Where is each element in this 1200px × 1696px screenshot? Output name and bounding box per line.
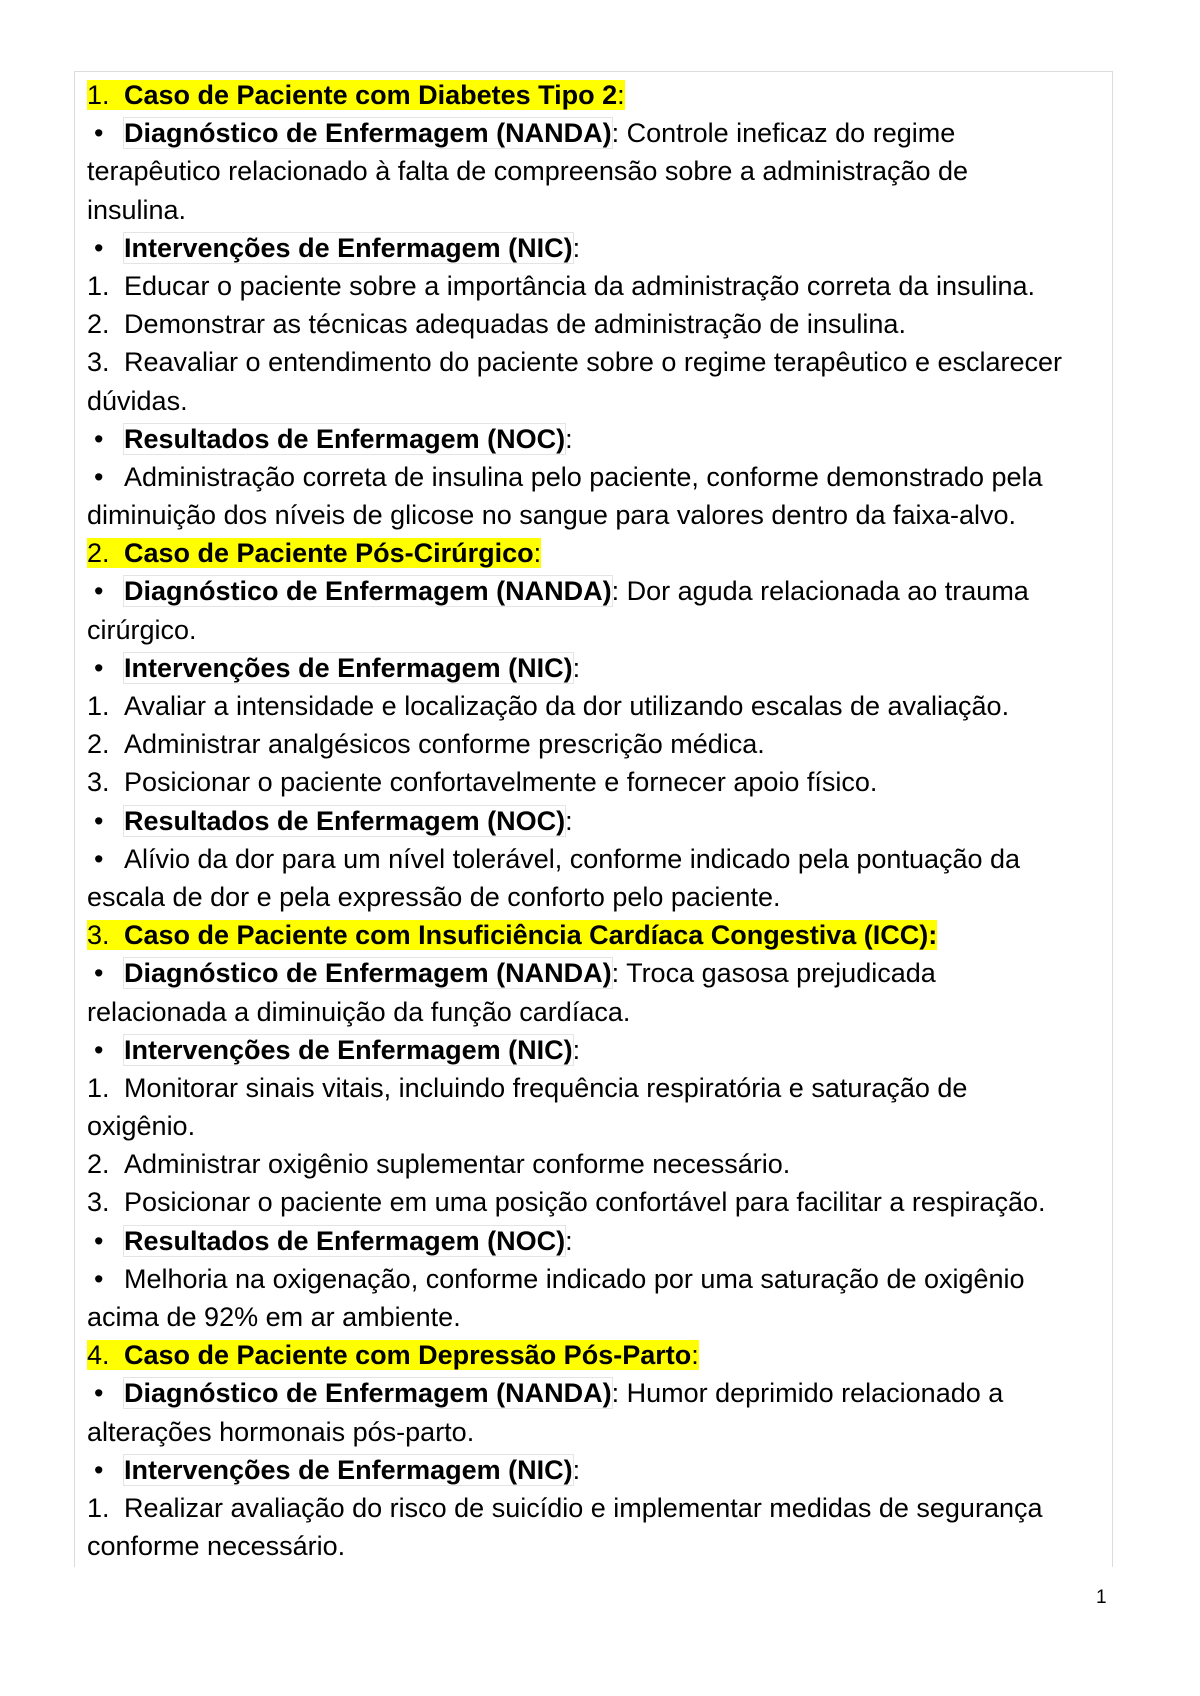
continuation-text: oxigênio.	[87, 1111, 196, 1142]
continuation-text: dúvidas.	[87, 385, 188, 416]
bullet-marker: •	[94, 652, 104, 683]
bullet-marker: •	[94, 576, 104, 607]
nic-heading	[87, 649, 1107, 687]
outcome-text: Alívio da dor para um nível tolerável, conforme indicado pela pontuação da	[124, 843, 1021, 874]
bullet-marker: •	[94, 461, 104, 492]
case-heading-highlight	[87, 1340, 699, 1370]
continuation-line	[87, 1298, 1107, 1336]
nic-heading	[87, 229, 1107, 267]
continuation-line	[87, 496, 1107, 534]
nic-heading	[87, 1451, 1107, 1489]
intervention-text: Posicionar o paciente em uma posição confortável para facilitar a respiração.	[124, 1187, 1046, 1218]
case-title: Caso de Paciente com Insuficiência Cardíaca Congestiva (ICC):	[124, 920, 938, 951]
intervention-text: Monitorar sinais vitais, incluindo frequência respiratória e saturação de	[124, 1072, 968, 1103]
continuation-text: escala de dor e pela expressão de conforto pelo paciente.	[87, 881, 781, 912]
nanda-line	[87, 572, 1107, 610]
section-text: :	[572, 1454, 581, 1485]
bullet-marker: •	[94, 1034, 104, 1065]
intervention-text: Reavaliar o entendimento do paciente sobre o regime terapêutico e esclarecer	[124, 347, 1063, 378]
continuation-line	[87, 1527, 1107, 1565]
intervention-text: Administrar analgésicos conforme prescrição médica.	[124, 729, 765, 760]
case-number: 4.	[87, 1340, 110, 1371]
case-heading	[87, 916, 1107, 954]
bullet-marker: •	[94, 805, 104, 836]
list-number: 1.	[87, 1072, 110, 1103]
case-heading	[87, 1336, 1107, 1374]
case-number: 1.	[87, 80, 110, 110]
intervention-text: Educar o paciente sobre a importância da administração correta da insulina.	[124, 270, 1036, 301]
intervention-item	[87, 725, 1107, 763]
outcome-item	[87, 840, 1107, 878]
section-label: Intervenções de Enfermagem (NIC)	[124, 652, 573, 683]
continuation-line	[87, 191, 1107, 229]
intervention-item	[87, 1069, 1107, 1107]
noc-heading	[87, 802, 1107, 840]
case-title-colon: :	[617, 80, 625, 110]
noc-heading	[87, 1222, 1107, 1260]
bullet-marker: •	[94, 118, 104, 149]
section-label: Intervenções de Enfermagem (NIC)	[124, 1034, 573, 1065]
continuation-line	[87, 611, 1107, 649]
case-number: 3.	[87, 920, 110, 951]
intervention-item	[87, 687, 1107, 725]
list-number: 2.	[87, 729, 110, 760]
case-number: 2.	[87, 538, 110, 569]
section-text: : Humor deprimido relacionado a	[611, 1378, 1004, 1409]
case-heading-highlight	[87, 80, 625, 110]
nanda-line	[87, 954, 1107, 992]
intervention-item	[87, 305, 1107, 343]
outcome-text: Melhoria na oxigenação, conforme indicado por uma saturação de oxigênio	[124, 1263, 1025, 1294]
case-title-colon: :	[533, 538, 542, 569]
continuation-line	[87, 1107, 1107, 1145]
intervention-text: Posicionar o paciente confortavelmente e fornecer apoio físico.	[124, 767, 878, 798]
continuation-text: relacionada a diminuição da função cardíaca.	[87, 996, 631, 1027]
section-text: :	[572, 232, 581, 263]
section-label: Intervenções de Enfermagem (NIC)	[124, 232, 573, 263]
noc-heading	[87, 420, 1107, 458]
section-text: : Troca gasosa prejudicada	[611, 958, 936, 989]
section-text: :	[572, 652, 581, 683]
page-number: 1	[1096, 1587, 1107, 1608]
section-text: :	[572, 1034, 581, 1065]
case-title-colon: :	[691, 1340, 699, 1371]
section-text: :	[565, 805, 573, 836]
section-text: :	[565, 1225, 573, 1256]
intervention-text: Avaliar a intensidade e localização da dor utilizando escalas de avaliação.	[124, 691, 1010, 721]
section-label: Diagnóstico de Enfermagem (NANDA)	[124, 1378, 612, 1409]
section-label: Intervenções de Enfermagem (NIC)	[124, 1454, 573, 1485]
bullet-marker: •	[94, 1378, 104, 1409]
outcome-item	[87, 1260, 1107, 1298]
list-number: 2.	[87, 309, 110, 340]
nanda-line	[87, 1374, 1107, 1412]
bullet-marker: •	[94, 1263, 104, 1294]
continuation-line	[87, 1413, 1107, 1451]
nanda-line	[87, 114, 1107, 152]
list-number: 2.	[87, 1149, 110, 1180]
bullet-marker: •	[94, 423, 104, 454]
case-title: Caso de Paciente com Depressão Pós-Parto	[124, 1340, 692, 1371]
bullet-marker: •	[94, 1225, 104, 1256]
section-label: Resultados de Enfermagem (NOC)	[124, 1225, 566, 1256]
case-title: Caso de Paciente com Diabetes Tipo 2	[124, 80, 618, 110]
case-heading-highlight	[87, 920, 937, 950]
continuation-text: insulina.	[87, 194, 187, 225]
continuation-line	[87, 878, 1107, 916]
continuation-text: alterações hormonais pós-parto.	[87, 1416, 475, 1447]
section-label: Resultados de Enfermagem (NOC)	[124, 423, 566, 454]
section-text: : Controle ineficaz do regime	[611, 118, 956, 149]
bullet-marker: •	[94, 843, 104, 874]
continuation-text: conforme necessário.	[87, 1531, 346, 1562]
section-label: Diagnóstico de Enfermagem (NANDA)	[124, 118, 612, 149]
intervention-text: Demonstrar as técnicas adequadas de administração de insulina.	[124, 309, 906, 340]
section-label: Diagnóstico de Enfermagem (NANDA)	[124, 958, 612, 989]
intervention-text: Realizar avaliação do risco de suicídio e implementar medidas de segurança	[124, 1492, 1043, 1523]
case-heading	[87, 76, 1107, 114]
section-text: :	[565, 423, 573, 454]
continuation-text: cirúrgico.	[87, 614, 197, 645]
bullet-marker: •	[94, 1454, 104, 1485]
list-number: 3.	[87, 1187, 110, 1218]
section-text: : Dor aguda relacionada ao trauma	[611, 576, 1029, 607]
intervention-text: Administrar oxigênio suplementar conforme necessário.	[124, 1149, 791, 1180]
section-label: Resultados de Enfermagem (NOC)	[124, 805, 566, 836]
list-number: 1.	[87, 1492, 110, 1523]
case-heading-highlight	[87, 538, 541, 568]
list-number: 3.	[87, 347, 110, 378]
continuation-line	[87, 152, 1107, 190]
intervention-item	[87, 1489, 1107, 1527]
continuation-text: acima de 92% em ar ambiente.	[87, 1302, 461, 1332]
intervention-item	[87, 1183, 1107, 1221]
intervention-item	[87, 267, 1107, 305]
list-number: 1.	[87, 691, 110, 721]
intervention-item	[87, 763, 1107, 801]
list-number: 1.	[87, 270, 110, 301]
list-number: 3.	[87, 767, 110, 798]
continuation-text: terapêutico relacionado à falta de compreensão sobre a administração de	[87, 156, 969, 187]
intervention-item	[87, 1145, 1107, 1183]
intervention-item	[87, 343, 1107, 381]
case-heading	[87, 534, 1107, 572]
bullet-marker: •	[94, 958, 104, 989]
document-body	[87, 76, 1107, 1565]
continuation-text: diminuição dos níveis de glicose no sangue para valores dentro da faixa-alvo.	[87, 500, 1017, 531]
nic-heading	[87, 1031, 1107, 1069]
bullet-marker: •	[94, 232, 104, 263]
outcome-item	[87, 458, 1107, 496]
outcome-text: Administração correta de insulina pelo paciente, conforme demonstrado pela	[124, 461, 1043, 492]
section-label: Diagnóstico de Enfermagem (NANDA)	[124, 576, 612, 607]
case-title: Caso de Paciente Pós-Cirúrgico	[124, 538, 534, 569]
continuation-line	[87, 993, 1107, 1031]
continuation-line	[87, 382, 1107, 420]
